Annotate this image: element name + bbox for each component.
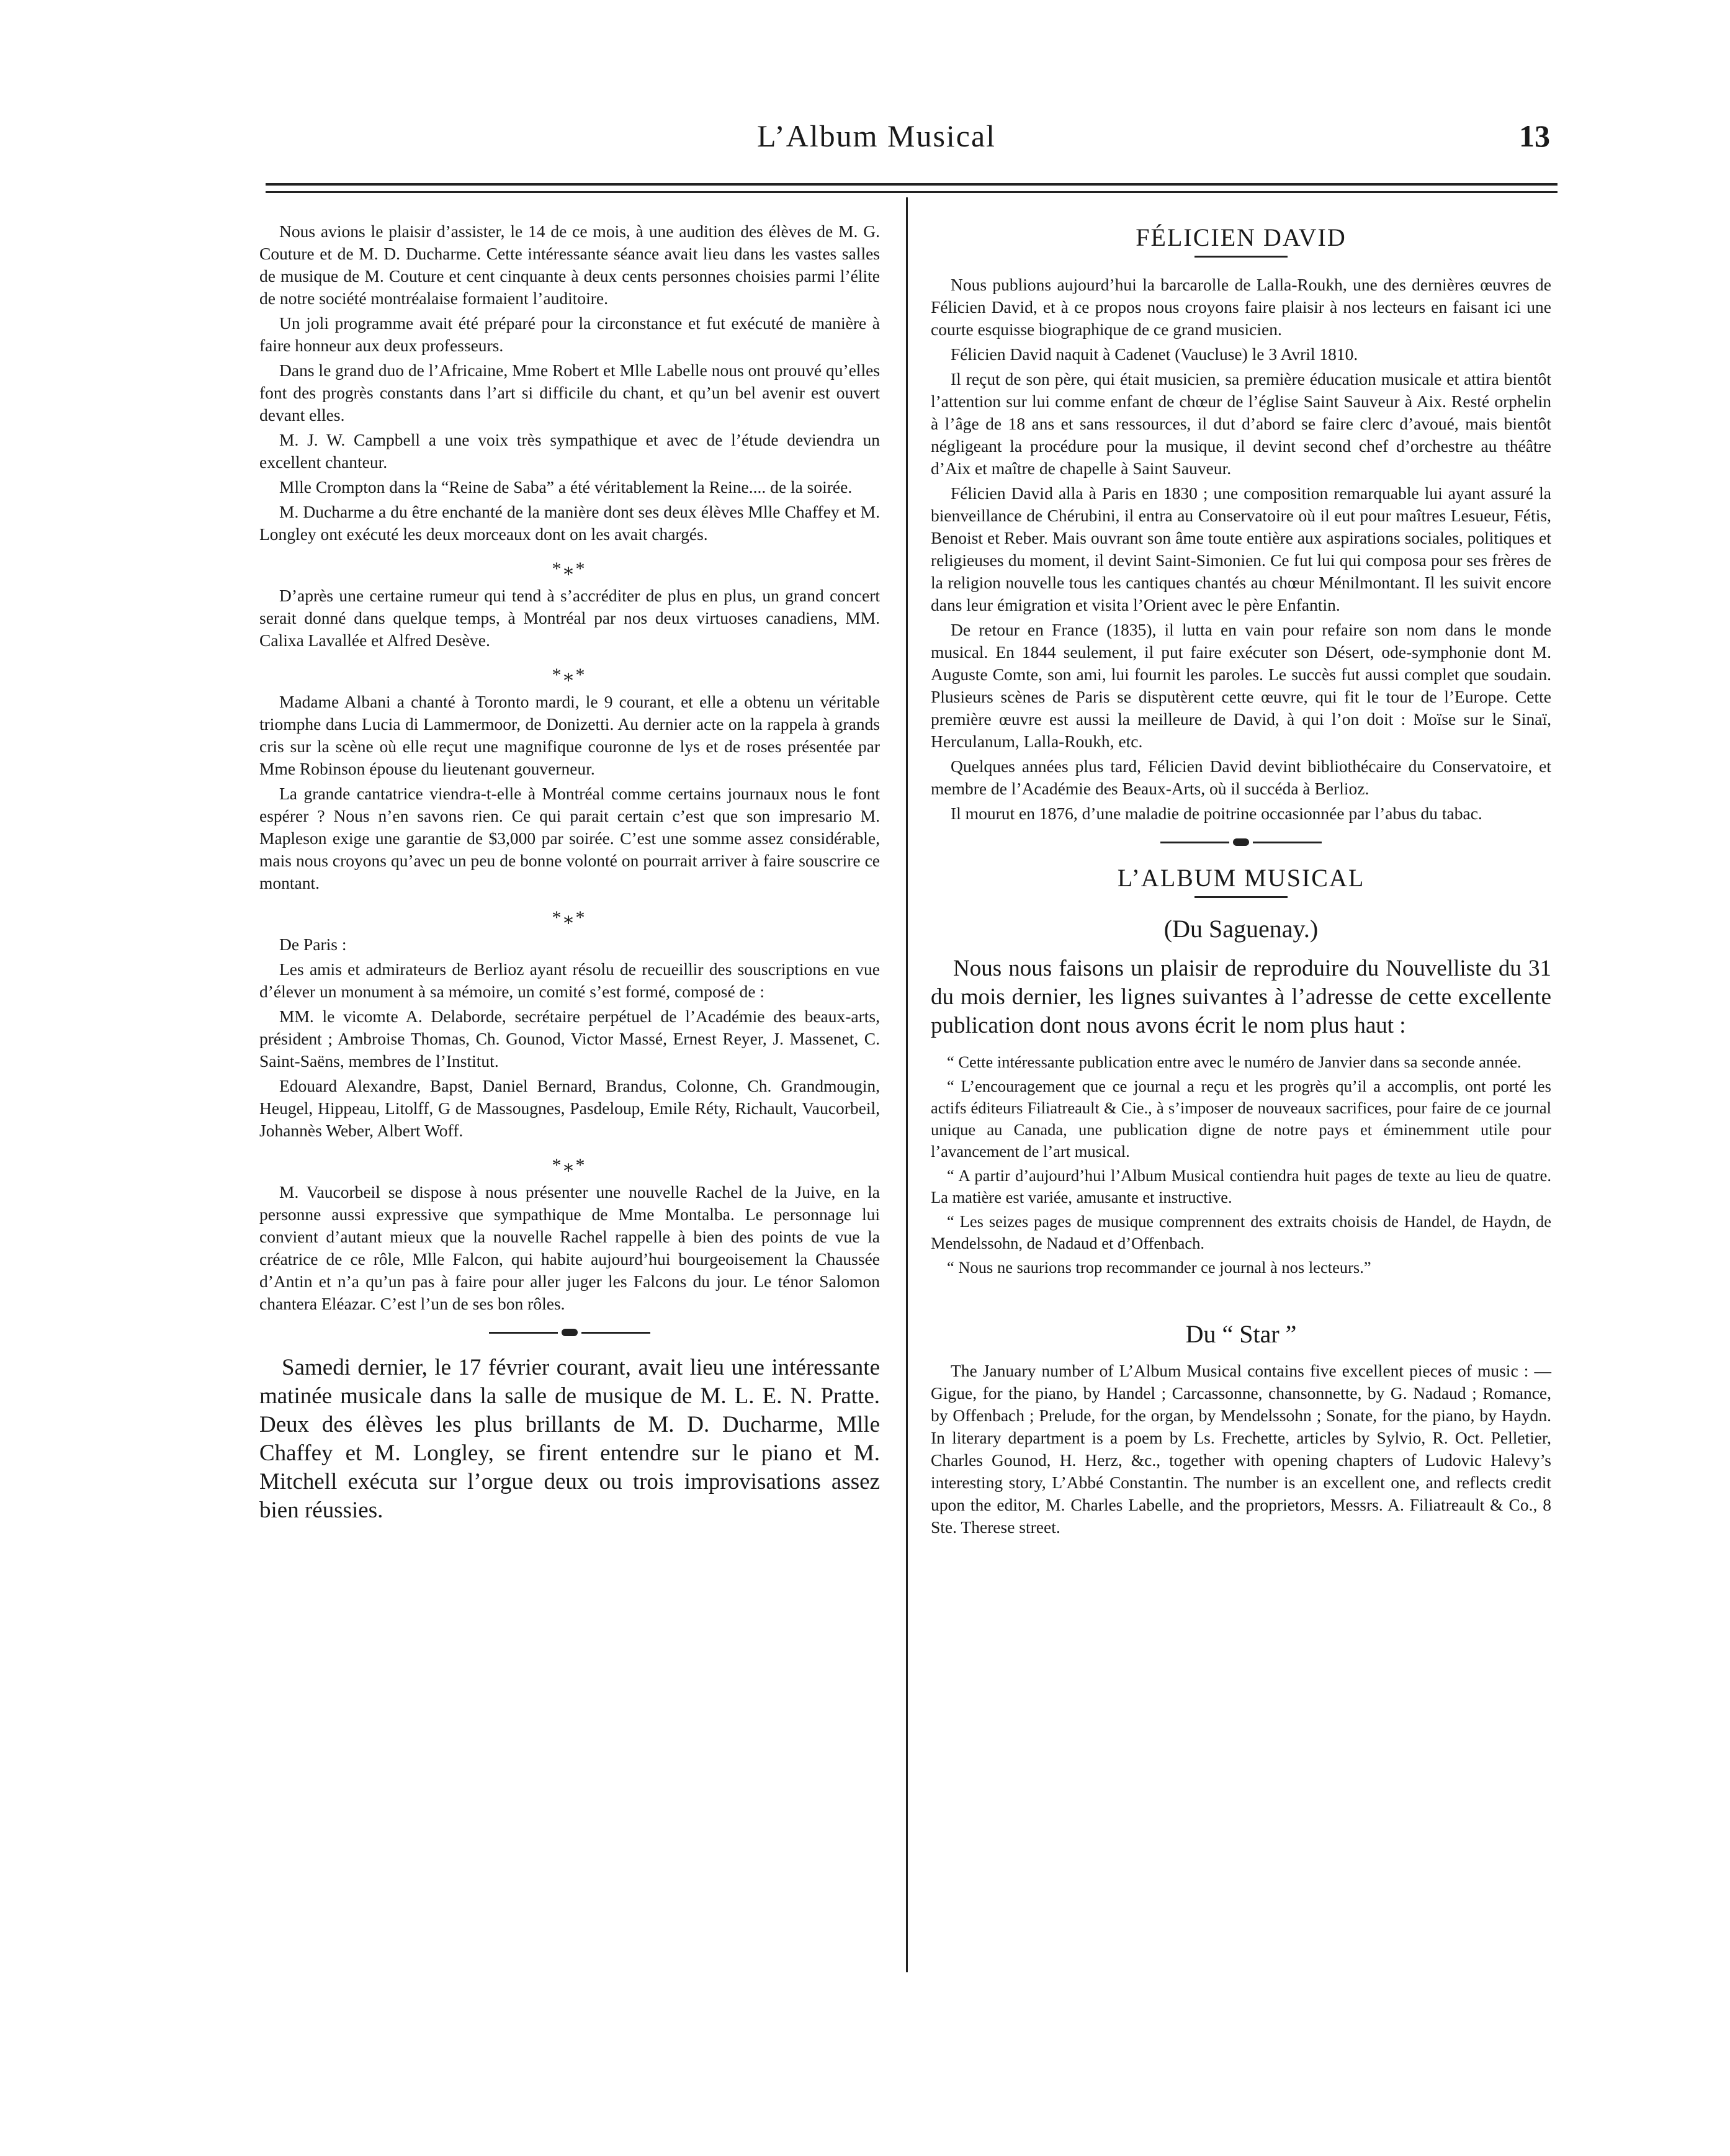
section-title: FÉLICIEN DAVID: [1136, 223, 1347, 251]
quote-paragraph: “ L’encouragement que ce journal a reçu et les progrès qu’il a accomplis, ont porté les actifs éditeurs Filiatreault & Cie., à s’imposer de nouveaux sacrifices, pour faire de ce journal unique au Canada, une publication digne de notre pays et éminemment utile pour l’avancement de l’art musical.: [931, 1077, 1551, 1161]
quote-paragraph: “ Cette intéressante publication entre avec le numéro de Janvier dans sa seconde année.: [947, 1053, 1522, 1071]
paragraph: Quelques années plus tard, Félicien David devint bibliothécaire du Conservatoire, et membre de l’Académie des Beaux-Arts, où il succéda à Berlioz.: [931, 757, 1551, 798]
quote-paragraph: “ Les seizes pages de musique comprennent des extraits choisis de Handel, de Haydn, de Mendelssohn, de Nadaud et d’Offenbach.: [931, 1212, 1551, 1252]
right-column: [931, 220, 1551, 1538]
asterism: *⁎*: [552, 1155, 588, 1175]
paragraph: Un joli programme avait été préparé pour la circonstance et fut exécuté de manière à faire honneur aux deux professeurs.: [259, 313, 880, 355]
paragraph: Il mourut en 1876, d’une maladie de poitrine occasionnée par l’abus du tabac.: [951, 804, 1482, 823]
asterism: *⁎*: [552, 559, 588, 579]
paragraph: D’après une certaine rumeur qui tend à s’accréditer de plus en plus, un grand concert serait donné dans quelque temps, à Montréal par nos deux virtuoses canadiens, MM. Calixa Lavallée et Alfred Desève.: [259, 586, 880, 650]
title-underline: [1194, 896, 1288, 898]
paragraph: Nous avions le plaisir d’assister, le 14 de ce mois, à une audition des élèves de M. G. Couture et de M. D. Ducharme. Cette intéressante séance avait lieu dans les vastes salles de musique de M. Couture et cent cinquante à deux cents personnes choisies parmi l’élite de notre société montréalaise formaient l’auditoire.: [259, 222, 880, 308]
paragraph: Mlle Crompton dans la “Reine de Saba” a été véritablement la Reine.... de la soirée.: [279, 477, 853, 496]
paragraph: De retour en France (1835), il lutta en vain pour refaire son nom dans le monde musical. En 1844 seulement, il put faire exécuter son Désert, ode-symphonie dont M. Auguste Comte, son ami, lui fournit les paroles. Le succès fut aussi complet que soudain. Plusieurs scènes de Paris se disputèrent cette œuvre, qui fit le tour de l’Europe. Cette première œuvre est aussi la meilleure de David, à qui l’on doit : Moïse sur le Sinaï, Herculanum, Lalla-Roukh, etc.: [931, 620, 1551, 751]
paragraph: Edouard Alexandre, Bapst, Daniel Bernard, Brandus, Colonne, Ch. Grandmougin, Heugel, Hippeau, Litolff, G de Massougnes, Pasdeloup, Emile Réty, Richault, Vaucorbeil, Johannès Weber, Albert Woff.: [259, 1076, 880, 1140]
running-head: L’Album Musical: [757, 119, 997, 153]
paragraph-large: Samedi dernier, le 17 février courant, avait lieu une intéressante matinée musicale dans la salle de musique de M. L. E. N. Pratte. Deux des élèves les plus brillants de M. D. Ducharme, Mlle Chaffey et M. Longley, se firent entendre sur le piano et M. Mitchell exécuta sur l’orgue deux ou trois improvisations assez bien réussies.: [259, 1355, 880, 1523]
paragraph: La grande cantatrice viendra-t-elle à Montréal comme certains journaux nous le font espérer ? Nous n’en savons rien. Ce qui parait certain c’est que son impresario M. Mapleson exige une garantie de $3,000 par soirée. C’est une somme assez considérable, mais nous croyons qu’avec un peu de bonne volonté on pourrait arriver à faire souscrire ce montant.: [259, 784, 880, 892]
ornament-divider: [489, 1329, 650, 1336]
subtitle: Du “ Star ”: [1185, 1320, 1297, 1348]
paragraph: Les amis et admirateurs de Berlioz ayant résolu de recueillir des souscriptions en vue d’élever un monument à sa mémoire, un comité s’est formé, composé de :: [259, 959, 880, 1001]
title-underline: [1194, 256, 1288, 258]
paragraph: Félicien David naquit à Cadenet (Vaucluse) le 3 Avril 1810.: [951, 344, 1358, 364]
left-column: [259, 220, 880, 1525]
column-divider: [906, 197, 908, 1972]
header-rule-thin: [266, 191, 1557, 193]
asterism: *⁎*: [552, 665, 588, 685]
paragraph: Dans le grand duo de l’Africaine, Mme Robert et Mlle Labelle nous ont prouvé qu’elles font des progrès constants dans l’art si difficile du chant, et qu’un bel avenir est ouvert devant elles.: [259, 361, 880, 424]
paragraph: M. Ducharme a du être enchanté de la manière dont ses deux élèves Mlle Chaffey et M. Longley ont exécuté les deux morceaux dont on les avait chargés.: [259, 502, 880, 544]
paragraph: De Paris :: [279, 935, 347, 954]
subtitle: (Du Saguenay.): [1163, 915, 1319, 943]
asterism: *⁎*: [552, 907, 588, 928]
quote-paragraph: “ Nous ne saurions trop recommander ce journal à nos lecteurs.”: [947, 1258, 1371, 1277]
paragraph: The January number of L’Album Musical contains five excellent pieces of music : — Gigue, for the piano, by Handel ; Carcassonne, chansonnette, by G. Nadaud ; Romance, by Offenbach ; Prelude, for the organ, by Mendelssohn ; Sonate, for the piano, by Haydn. In literary department is a poem by Ls. Frechette, articles by Sylvio, R. Oct. Pelletier, Charles Gounod, H. Herz, &c., together with opening chapters of Ludovic Halevy’s interesting story, L’Abbé Constantin. The number is an excellent one, and reflects credit upon the editor, M. Charles Labelle, and the proprietors, Messrs. A. Filiatreault & Co., 8 Ste. Therese street.: [931, 1361, 1551, 1537]
paragraph: Il reçut de son père, qui était musicien, sa première éducation musicale et attira bientôt l’attention sur lui comme enfant de chœur de l’église Saint Sauveur à Aix. Resté orphelin à l’âge de 18 ans et sans ressources, il dut d’abord se faire clerc d’avoué, mais bientôt négligeant la procédure pour la musique, il devint second chef d’orchestre au théâtre d’Aix et maître de chapelle à Saint Sauveur.: [931, 369, 1551, 478]
section-title: L’ALBUM MUSICAL: [1117, 864, 1365, 892]
page-number: 13: [1519, 119, 1550, 153]
quote-paragraph: “ A partir d’aujourd’hui l’Album Musical contiendra huit pages de texte au lieu de quatre. La matière est variée, amusante et instructive.: [931, 1166, 1551, 1206]
paragraph: Félicien David alla à Paris en 1830 ; une composition remarquable lui ayant assuré la bienveillance de Chérubini, il entra au Conservatoire où il eut pour maîtres Lesueur, Fétis, Benoist et Reber. Mais ouvrant son âme toute entière aux aspirations sociales, politiques et religieuses du moment, il devint Saint-Simonien. Ce fut lui qui composa pour ses frères de la religion nouvelle tous les cantiques chantés au chœur Ménilmontant. Il les suivit encore dans leur émigration et visita l’Orient avec le père Enfantin.: [931, 483, 1551, 614]
paragraph: Madame Albani a chanté à Toronto mardi, le 9 courant, et elle a obtenu un véritable triomphe dans Lucia di Lammermoor, de Donizetti. Au dernier acte on la rappela à grands cris sur la scène où elle reçut une magnifique couronne de lys et de roses présentée par Mme Robinson épouse du lieutenant gouverneur.: [259, 692, 880, 778]
paragraph: Nous publions aujourd’hui la barcarolle de Lalla-Roukh, une des dernières œuvres de Félicien David, et à ce propos nous croyons faire plaisir à nos lecteurs en faisant ici une courte esquisse biographique de ce grand musicien.: [931, 275, 1551, 339]
paragraph-large: Nous nous faisons un plaisir de reproduire du Nouvelliste du 31 du mois dernier, les lignes suivantes à l’adresse de cette excellente publication dont nous avons écrit le nom plus haut :: [931, 956, 1551, 1038]
paragraph: M. Vaucorbeil se dispose à nous présenter une nouvelle Rachel de la Juive, en la personne aussi expressive que sympathique de Mme Montalba. Le personnage lui convient d’autant mieux que la nouvelle Rachel rappelle à bien des points de vue la créatrice de ce rôle, Mlle Falcon, qui habite aujourd’hui bourgeoisement la Chaussée d’Antin et n’a qu’un pas à faire pour aller juger les Falcons du jour. Le ténor Salomon chantera Eléazar. C’est l’un de ses bon rôles.: [259, 1182, 880, 1313]
paragraph: MM. le vicomte A. Delaborde, secrétaire perpétuel de l’Académie des beaux-arts, président ; Ambroise Thomas, Ch. Gounod, Victor Massé, Ernest Reyer, J. Massenet, C. Saint-Saëns, membres de l’Institut.: [259, 1007, 880, 1071]
header-rule: [266, 183, 1557, 186]
ornament-divider: [1160, 838, 1322, 846]
paragraph: M. J. W. Campbell a une voix très sympathique et avec de l’étude deviendra un excellent chanteur.: [259, 430, 880, 472]
